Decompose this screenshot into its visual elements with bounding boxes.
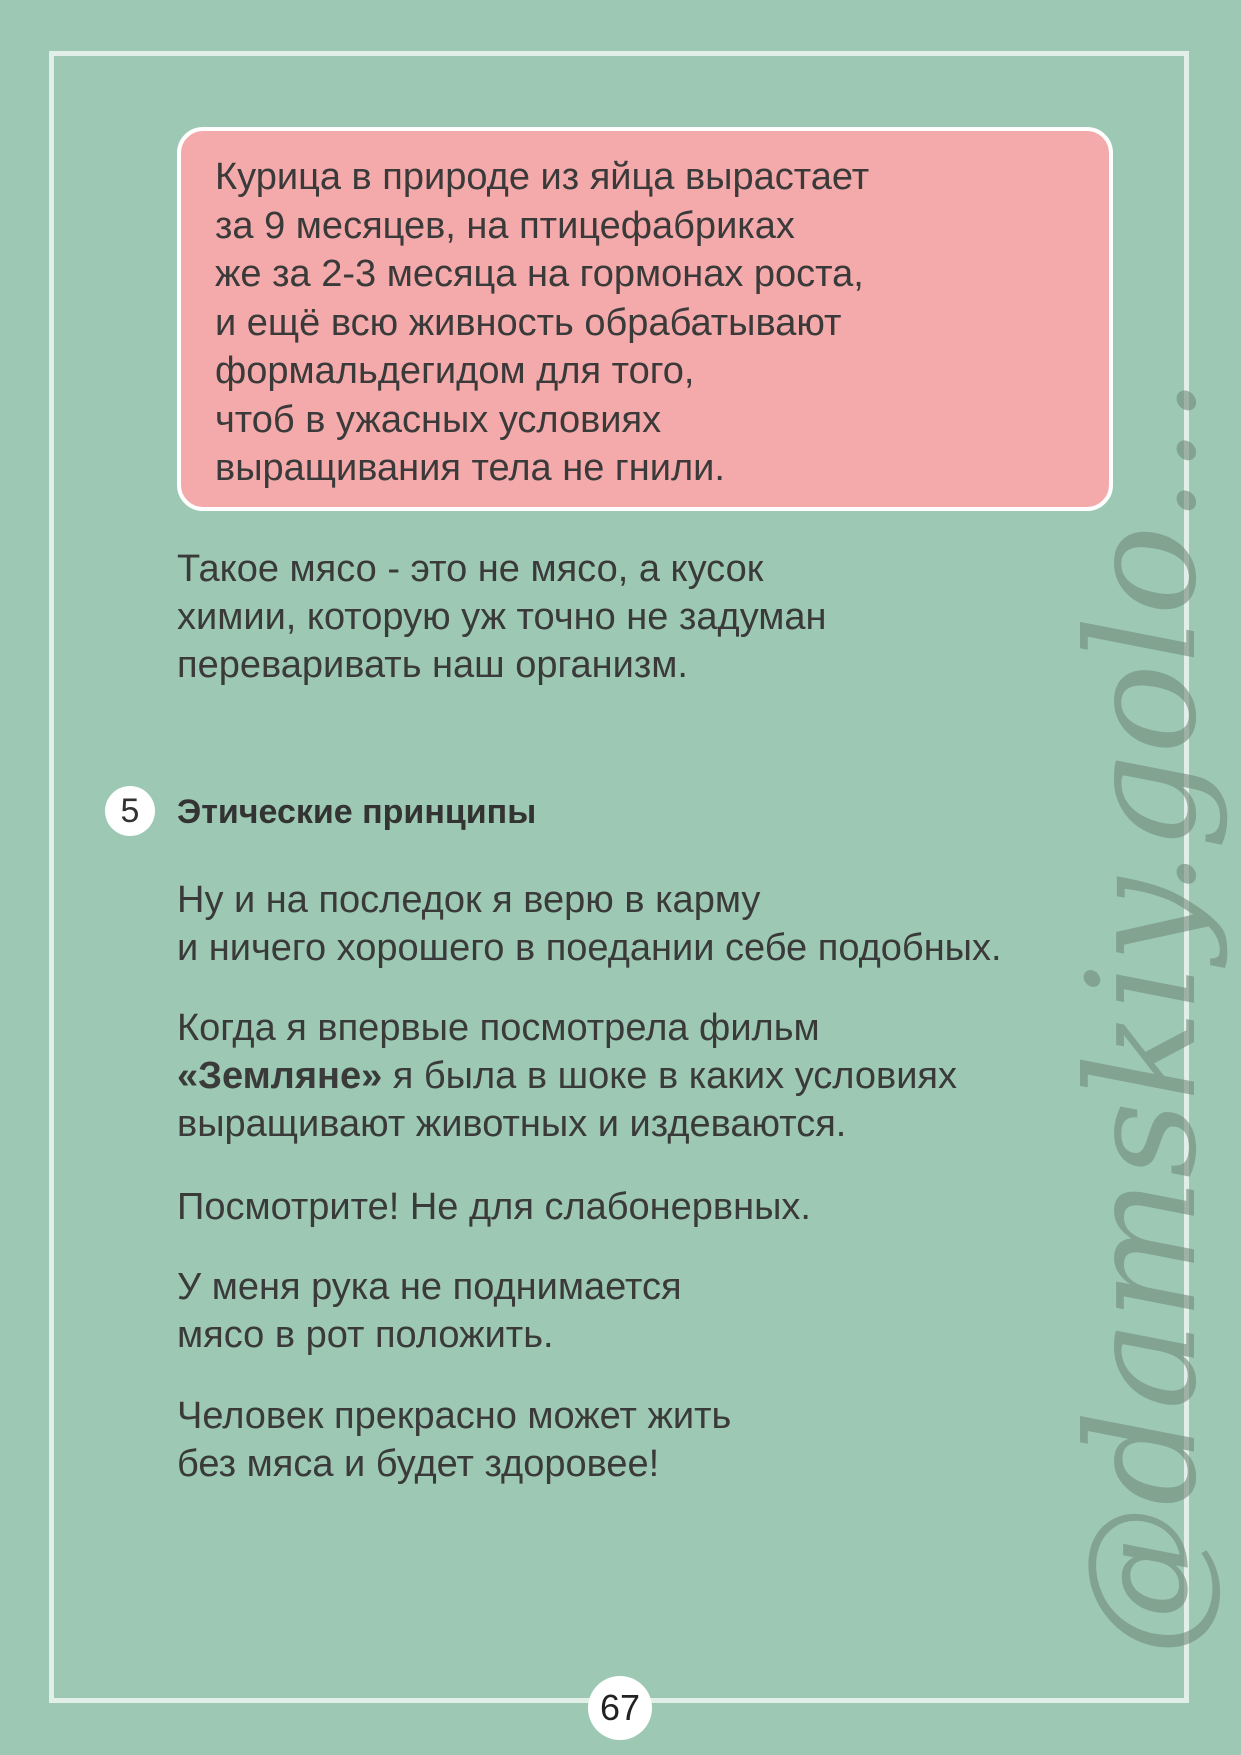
paragraph-line: Человек прекрасно может жить <box>177 1395 732 1437</box>
section-title: Этические принципы <box>177 793 537 831</box>
intro-paragraph <box>177 545 827 689</box>
paragraph-line: химии, которую уж точно не задуман <box>177 596 827 638</box>
karma-paragraph <box>177 876 1002 972</box>
paragraph-line: мясо в рот положить. <box>177 1314 554 1356</box>
paragraph-line: Ну и на последок я верю в карму <box>177 879 761 921</box>
watermark-text: @damskiy.golo… <box>1056 375 1230 1656</box>
watch-paragraph <box>177 1183 811 1231</box>
callout-line: же за 2-3 месяца на гормонах роста, <box>215 253 864 295</box>
callout-box <box>177 127 1113 511</box>
paragraph-line: без мяса и будет здоровее! <box>177 1443 660 1485</box>
section-number-badge: 5 <box>105 786 155 836</box>
paragraph-line: Посмотрите! Не для слабонервных. <box>177 1186 811 1228</box>
callout-line: формальдегидом для того, <box>215 350 695 392</box>
hand-paragraph <box>177 1263 682 1359</box>
callout-line: и ещё всю живность обрабатывают <box>215 301 842 344</box>
film-line-rest: я была в шоке в каких условиях <box>382 1055 958 1097</box>
paragraph-line: переваривать наш организм. <box>177 644 688 686</box>
callout-line: за 9 месяцев, на птицефабриках <box>215 204 795 247</box>
callout-line: чтоб в ужасных условиях <box>215 398 662 441</box>
paragraph-line: Такое мясо - это не мясо, а кусок <box>177 548 764 590</box>
paragraph-line <box>177 1052 957 1100</box>
film-paragraph <box>177 1004 957 1148</box>
paragraph-line: Когда я впервые посмотрела фильм <box>177 1007 820 1049</box>
paragraph-line: выращивают животных и издеваются. <box>177 1103 847 1145</box>
page-number: 67 <box>588 1676 652 1740</box>
film-title: «Земляне» <box>177 1055 383 1097</box>
callout-line: выращивания тела не гнили. <box>215 447 725 489</box>
callout-line: Курица в природе из яйца вырастает <box>215 156 870 198</box>
healthy-paragraph <box>177 1392 731 1488</box>
paragraph-line: У меня рука не поднимается <box>177 1266 682 1308</box>
paragraph-line: и ничего хорошего в поедании себе подобных. <box>177 927 1002 969</box>
